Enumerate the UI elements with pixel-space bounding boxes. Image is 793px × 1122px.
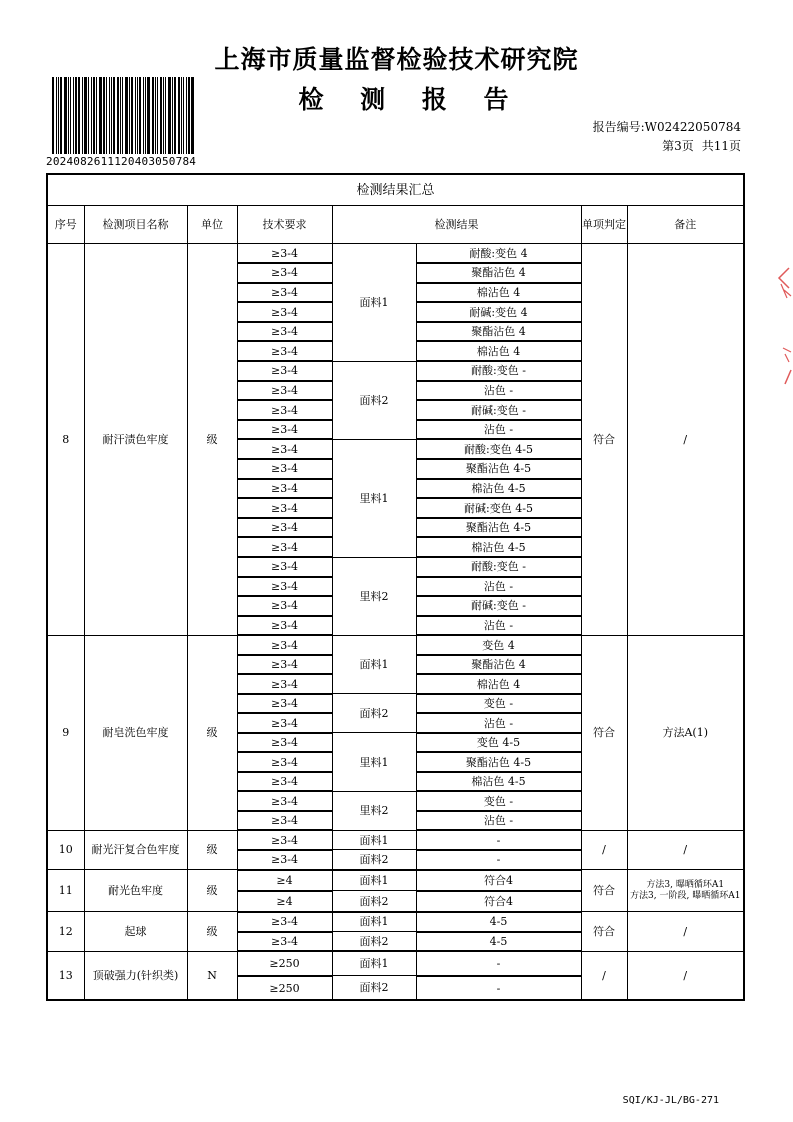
requirement-cell: ≥3-4 [237, 713, 332, 733]
barcode-icon [52, 77, 198, 154]
requirement-cell: ≥3-4 [237, 479, 332, 499]
result-cell: 沾色 - [416, 713, 581, 733]
remark-line: 方法3, 一阶段, 曝晒循环A1 [630, 890, 741, 901]
barcode-bar [70, 77, 71, 154]
barcode-bar [174, 77, 176, 154]
table-row [47, 912, 744, 932]
result-cell: 沾色 - [416, 577, 581, 597]
barcode-bar [186, 77, 187, 154]
sample-part: 里料2 [332, 791, 416, 830]
result-cell: 聚酯沾色 4 [416, 655, 581, 675]
result-cell: 耐碱:变色 - [416, 400, 581, 420]
barcode-bar [143, 77, 144, 154]
result-cell: 4-5 [416, 932, 581, 952]
item-name: 耐光汗复合色牢度 [84, 830, 187, 869]
remark-line: 方法3, 曝晒循环A1 [646, 879, 725, 890]
sample-part: 面料2 [332, 694, 416, 733]
requirement-cell: ≥3-4 [237, 498, 332, 518]
barcode-bar [157, 77, 158, 154]
barcode-bar [135, 77, 136, 154]
result-cell: 沾色 - [416, 616, 581, 636]
item-no: 8 [47, 244, 84, 636]
sample-part: 面料2 [332, 361, 416, 439]
item-remark [627, 830, 744, 869]
table-row [47, 870, 744, 891]
barcode-bar [117, 77, 119, 154]
sample-part: 里料1 [332, 439, 416, 557]
result-cell: 变色 - [416, 694, 581, 714]
sample-part: 面料2 [332, 850, 416, 870]
barcode-bar [56, 77, 57, 154]
result-cell: - [416, 951, 581, 976]
barcode-bar [73, 77, 74, 154]
item-remark [627, 870, 744, 912]
item-unit: 级 [187, 635, 237, 830]
item-unit: N [187, 951, 237, 1000]
requirement-cell: ≥4 [237, 870, 332, 891]
sample-part: 面料1 [332, 912, 416, 932]
barcode-bar [129, 77, 130, 154]
result-cell: 变色 4-5 [416, 733, 581, 753]
requirement-cell: ≥3-4 [237, 518, 332, 538]
requirement-cell: ≥3-4 [237, 655, 332, 675]
requirement-cell: ≥3-4 [237, 811, 332, 831]
item-remark [627, 244, 744, 636]
item-unit: 级 [187, 912, 237, 951]
column-header-no: 序号 [47, 206, 84, 244]
barcode-bar [103, 77, 105, 154]
requirement-cell: ≥3-4 [237, 733, 332, 753]
result-cell: 棉沾色 4 [416, 674, 581, 694]
barcode-bar [137, 77, 138, 154]
barcode-bar [168, 77, 171, 154]
item-verdict: 符合 [581, 870, 627, 912]
item-remark [627, 912, 744, 951]
barcode-bar [96, 77, 97, 154]
result-cell: 棉沾色 4 [416, 283, 581, 303]
requirement-cell: ≥3-4 [237, 439, 332, 459]
barcode-bar [178, 77, 180, 154]
requirement-cell: ≥3-4 [237, 322, 332, 342]
result-cell: 耐酸:变色 4 [416, 244, 581, 264]
result-cell: 沾色 - [416, 381, 581, 401]
result-cell: - [416, 830, 581, 850]
requirement-cell: ≥3-4 [237, 557, 332, 577]
requirement-cell: ≥3-4 [237, 772, 332, 792]
result-cell: 符合4 [416, 870, 581, 891]
item-unit: 级 [187, 870, 237, 912]
barcode-bar [82, 77, 83, 154]
requirement-cell: ≥3-4 [237, 459, 332, 479]
barcode-bar [58, 77, 59, 154]
barcode-bar [183, 77, 184, 154]
result-cell: 符合4 [416, 891, 581, 912]
result-cell: - [416, 850, 581, 870]
column-header-remark: 备注 [627, 206, 744, 244]
column-header-verdict: 单项判定 [581, 206, 627, 244]
item-verdict: 符合 [581, 244, 627, 636]
barcode-bar [78, 77, 80, 154]
result-cell: 耐酸:变色 - [416, 557, 581, 577]
barcode-bar [160, 77, 162, 154]
item-verdict: 符合 [581, 912, 627, 951]
table-row [47, 244, 744, 264]
column-header-result: 检测结果 [332, 206, 581, 244]
red-seal-stamp-icon [775, 250, 793, 390]
report-title: 检 测 报 告 [298, 85, 523, 114]
barcode-bar [181, 77, 182, 154]
requirement-cell: ≥3-4 [237, 912, 332, 932]
table-row [47, 635, 744, 655]
result-cell: 聚酯沾色 4-5 [416, 459, 581, 479]
item-verdict: / [581, 830, 627, 869]
barcode-bar [52, 77, 54, 154]
barcode-bar [122, 77, 123, 154]
result-cell: 聚酯沾色 4-5 [416, 752, 581, 772]
requirement-cell: ≥250 [237, 976, 332, 1001]
result-cell: 耐碱:变色 4-5 [416, 498, 581, 518]
result-cell: 聚酯沾色 4-5 [416, 518, 581, 538]
result-cell: 棉沾色 4 [416, 341, 581, 361]
result-cell: 棉沾色 4-5 [416, 537, 581, 557]
sample-part: 面料1 [332, 830, 416, 850]
requirement-cell: ≥3-4 [237, 263, 332, 283]
barcode-bar [145, 77, 146, 154]
barcode-bar [188, 77, 190, 154]
requirement-cell: ≥3-4 [237, 850, 332, 870]
page-current: 第3页 [662, 139, 694, 153]
barcode-bar [139, 77, 141, 154]
item-remark [627, 635, 744, 830]
barcode-bar [152, 77, 154, 154]
requirement-cell: ≥3-4 [237, 932, 332, 952]
barcode-bar [60, 77, 62, 154]
barcode-bar [99, 77, 102, 154]
barcode-bar [120, 77, 121, 154]
remark-line: / [683, 432, 688, 446]
sample-part: 面料1 [332, 244, 416, 362]
column-header-unit: 单位 [187, 206, 237, 244]
form-code: SQI/KJ-JL/BG-271 [622, 1095, 719, 1106]
item-remark [627, 951, 744, 1000]
barcode-bar [68, 77, 69, 154]
report-number: 报告编号:W02422050784 [592, 120, 741, 134]
result-cell: - [416, 976, 581, 1001]
item-verdict: 符合 [581, 635, 627, 830]
result-cell: 棉沾色 4-5 [416, 479, 581, 499]
result-cell: 4-5 [416, 912, 581, 932]
barcode-bar [75, 77, 77, 154]
results-summary-table [46, 173, 745, 1001]
barcode-bar [64, 77, 67, 154]
requirement-cell: ≥3-4 [237, 596, 332, 616]
barcode-bar [163, 77, 164, 154]
barcode-bar [84, 77, 87, 154]
requirement-cell: ≥3-4 [237, 830, 332, 850]
item-unit: 级 [187, 244, 237, 636]
result-cell: 聚酯沾色 4 [416, 263, 581, 283]
barcode-bar [106, 77, 107, 154]
barcode-bar [155, 77, 156, 154]
result-cell: 变色 4 [416, 635, 581, 655]
result-cell: 耐酸:变色 4-5 [416, 439, 581, 459]
result-cell: 沾色 - [416, 420, 581, 440]
table-row [47, 830, 744, 850]
sample-part: 面料1 [332, 951, 416, 976]
item-name: 起球 [84, 912, 187, 951]
remark-line: / [683, 925, 688, 939]
barcode-bar [147, 77, 150, 154]
requirement-cell: ≥3-4 [237, 674, 332, 694]
requirement-cell: ≥3-4 [237, 420, 332, 440]
barcode-bar [91, 77, 92, 154]
result-cell: 耐碱:变色 - [416, 596, 581, 616]
item-no: 11 [47, 870, 84, 912]
item-name: 顶破强力(针织类) [84, 951, 187, 1000]
institute-title: 上海市质量监督检验技术研究院 [214, 45, 579, 74]
result-cell: 变色 - [416, 791, 581, 811]
item-unit: 级 [187, 830, 237, 869]
result-cell: 棉沾色 4-5 [416, 772, 581, 792]
item-name: 耐皂洗色牢度 [84, 635, 187, 830]
item-name: 耐光色牢度 [84, 870, 187, 912]
page-info [662, 137, 741, 154]
sample-part: 面料2 [332, 976, 416, 1001]
requirement-cell: ≥3-4 [237, 361, 332, 381]
item-verdict: / [581, 951, 627, 1000]
requirement-cell: ≥3-4 [237, 791, 332, 811]
item-no: 12 [47, 912, 84, 951]
item-no: 10 [47, 830, 84, 869]
barcode-bar [109, 77, 110, 154]
item-no: 9 [47, 635, 84, 830]
requirement-cell: ≥3-4 [237, 616, 332, 636]
requirement-cell: ≥3-4 [237, 694, 332, 714]
barcode-bar [191, 77, 194, 154]
requirement-cell: ≥4 [237, 891, 332, 912]
requirement-cell: ≥3-4 [237, 537, 332, 557]
requirement-cell: ≥3-4 [237, 381, 332, 401]
requirement-cell: ≥250 [237, 951, 332, 976]
sample-part: 里料1 [332, 733, 416, 792]
barcode-bar [172, 77, 173, 154]
requirement-cell: ≥3-4 [237, 635, 332, 655]
barcode-bar [125, 77, 128, 154]
item-name: 耐汗渍色牢度 [84, 244, 187, 636]
results-table-body [47, 244, 744, 1001]
barcode-number: 202408261112040305078​4 [46, 155, 197, 168]
result-cell: 耐碱:变色 4 [416, 302, 581, 322]
page-total: 共11页 [701, 139, 741, 153]
requirement-cell: ≥3-4 [237, 244, 332, 264]
barcode-bar [113, 77, 115, 154]
remark-line: / [683, 843, 688, 857]
result-cell: 聚酯沾色 4 [416, 322, 581, 342]
requirement-cell: ≥3-4 [237, 283, 332, 303]
sample-part: 面料1 [332, 635, 416, 694]
remark-line: / [683, 968, 688, 982]
barcode-bar [165, 77, 166, 154]
table-row [47, 951, 744, 976]
requirement-cell: ≥3-4 [237, 577, 332, 597]
sample-part: 面料1 [332, 870, 416, 891]
barcode-bar [111, 77, 112, 154]
sample-part: 面料2 [332, 891, 416, 912]
requirement-cell: ≥3-4 [237, 302, 332, 322]
sample-part: 里料2 [332, 557, 416, 635]
requirement-cell: ≥3-4 [237, 752, 332, 772]
barcode-bar [88, 77, 89, 154]
remark-line: 方法A(1) [662, 726, 709, 740]
item-no: 13 [47, 951, 84, 1000]
sample-part: 面料2 [332, 932, 416, 952]
result-cell: 沾色 - [416, 811, 581, 831]
requirement-cell: ≥3-4 [237, 400, 332, 420]
barcode-bar [93, 77, 95, 154]
barcode-bar [131, 77, 133, 154]
requirement-cell: ≥3-4 [237, 341, 332, 361]
table-title: 检测结果汇总 [47, 174, 744, 206]
column-header-requirement: 技术要求 [237, 206, 332, 244]
column-header-item: 检测项目名称 [84, 206, 187, 244]
result-cell: 耐酸:变色 - [416, 361, 581, 381]
